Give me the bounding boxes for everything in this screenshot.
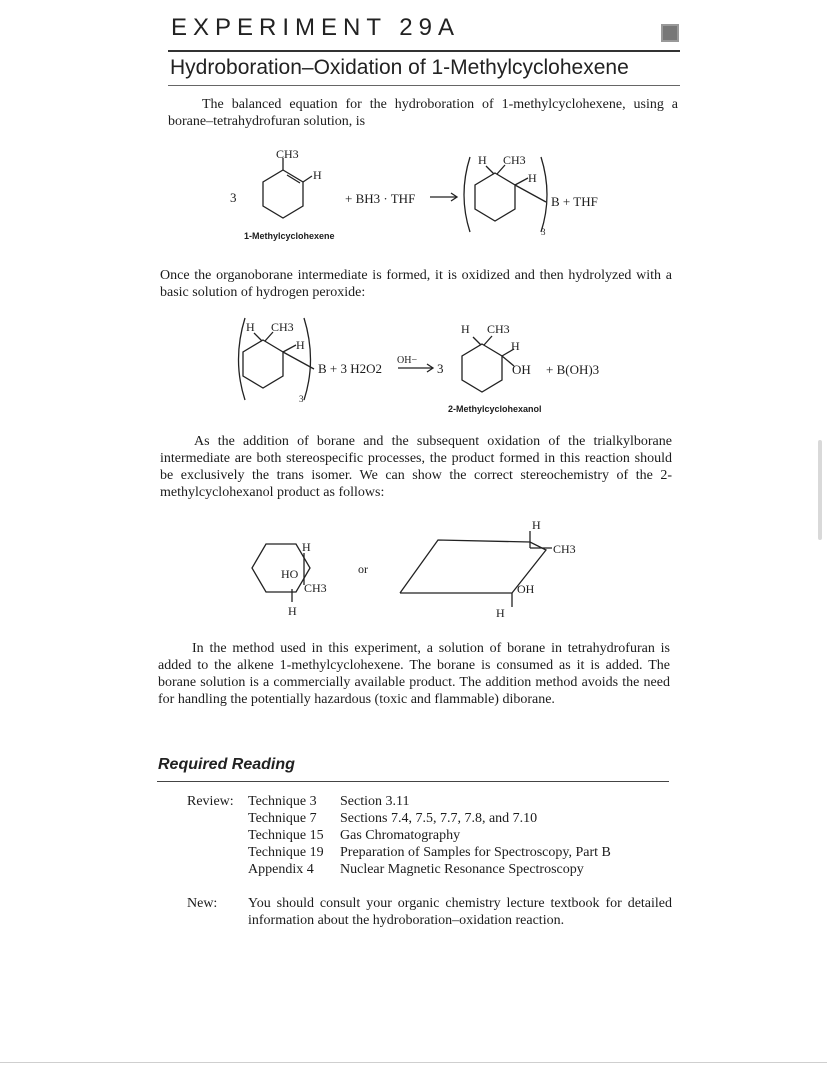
boron-bond bbox=[515, 185, 546, 202]
alkylborane-ring-2 bbox=[243, 340, 283, 388]
right-bracket-2 bbox=[304, 318, 311, 400]
stereo-paragraph: As the addition of borane and the subsequent oxidation of the trialkylborane intermediate are both stereospecific processes, the product formed in this reaction should be exclusively the trans isomer. We can show the correct stereochemistry of the 2-methylcyclohexanol product as follows: bbox=[160, 434, 672, 500]
boron-bond-2 bbox=[283, 352, 314, 369]
intro-paragraph: The balanced equation for the hydroboration of 1-methylcyclohexene, using a borane–tetrahydrofuran solution, is bbox=[168, 97, 678, 129]
page-title: Hydroboration–Oxidation of 1-Methylcyclohexene bbox=[170, 56, 629, 79]
borane-reagent: + BH3 · THF bbox=[345, 191, 416, 206]
product-coefficient: 3 bbox=[437, 361, 444, 376]
reading-item: Technique 7 Sections 7.4, 7.5, 7.7, 7.8, and 7.10 bbox=[248, 811, 538, 826]
scrollbar[interactable] bbox=[818, 440, 822, 540]
reading-item: Technique 3 Section 3.11 bbox=[248, 794, 410, 809]
chair-ch3: CH3 bbox=[553, 542, 576, 556]
review-label: Review: bbox=[187, 794, 234, 809]
stereo-ch3: CH3 bbox=[304, 581, 327, 595]
new-text: You should consult your organic chemistry lecture textbook for detailed information about the hydroboration–oxidation reaction. bbox=[248, 896, 672, 928]
ch3-bond-3 bbox=[484, 336, 492, 345]
hydroxide-catalyst: OH− bbox=[397, 355, 418, 366]
product-name: 2-Methylcyclohexanol bbox=[448, 404, 542, 414]
experiment-header: EXPERIMENT 29A bbox=[171, 14, 460, 41]
stereo-h-bottom: H bbox=[288, 604, 297, 618]
ch3-label-6: CH3 bbox=[487, 322, 510, 336]
h-label-7: H bbox=[511, 339, 520, 353]
h-bond-left bbox=[486, 166, 494, 174]
reactant-coefficient: 3 bbox=[230, 190, 237, 205]
chair-oh: OH bbox=[517, 582, 535, 596]
h-label-5: H bbox=[296, 338, 305, 352]
h-label-3: H bbox=[528, 171, 537, 185]
chair-h-bottom: H bbox=[496, 606, 505, 620]
bracket-subscript-2: 3 bbox=[299, 394, 304, 404]
boron-products: B + THF bbox=[551, 194, 598, 209]
reading-item: Appendix 4 Nuclear Magnetic Resonance Spectroscopy bbox=[248, 862, 584, 877]
left-bracket bbox=[464, 157, 470, 232]
right-bracket bbox=[541, 157, 547, 232]
required-reading-rule bbox=[157, 781, 669, 782]
h-bond-right bbox=[515, 178, 528, 185]
required-reading-heading: Required Reading bbox=[158, 756, 295, 773]
product-ring bbox=[462, 344, 502, 392]
h-label: H bbox=[313, 168, 322, 182]
h-bond-left-3 bbox=[473, 337, 481, 345]
h-label-4: H bbox=[246, 320, 255, 334]
peroxide-reagent: B + 3 H2O2 bbox=[318, 361, 383, 376]
left-bracket-2 bbox=[239, 318, 246, 400]
page-bottom-edge bbox=[0, 1062, 827, 1063]
boric-acid: + B(OH)3 bbox=[546, 362, 600, 377]
h-bond-right-2 bbox=[283, 345, 296, 352]
chair-h-top: H bbox=[532, 518, 541, 532]
ch3-label: CH3 bbox=[276, 147, 299, 161]
h-bond bbox=[303, 176, 312, 182]
cyclohexene-ring bbox=[263, 170, 303, 218]
oh-label: OH bbox=[512, 362, 531, 377]
bracket-subscript: 3 bbox=[541, 227, 546, 237]
or-label: or bbox=[358, 562, 368, 576]
h-bond-left-2 bbox=[254, 333, 262, 341]
h-label-6: H bbox=[461, 322, 470, 336]
ch3-label-2: CH3 bbox=[503, 153, 526, 167]
h-label-2: H bbox=[478, 153, 487, 167]
reading-item: Technique 15 Gas Chromatography bbox=[248, 828, 461, 843]
new-label: New: bbox=[187, 896, 218, 911]
alkylborane-ring bbox=[475, 173, 515, 221]
stereo-h-top: H bbox=[302, 540, 311, 554]
oxidation-paragraph: Once the organoborane intermediate is formed, it is oxidized and then hydrolyzed with a basic solution of hydrogen peroxide: bbox=[160, 268, 672, 300]
review-list bbox=[248, 793, 678, 878]
stereo-ho: HO bbox=[281, 567, 299, 581]
ch3-label-4: CH3 bbox=[271, 320, 294, 334]
reading-item: Technique 19 Preparation of Samples for Spectroscopy, Part B bbox=[248, 845, 611, 860]
method-paragraph: In the method used in this experiment, a solution of borane in tetrahydrofuran is added to the alkene 1-methylcyclohexene. The borane is consumed as it is added. The borane solution is a commercially available product. The addition method avoids the need for handling the potentially hazardous (toxic and flammable) diborane. bbox=[158, 641, 670, 707]
reactant-name: 1-Methylcyclohexene bbox=[244, 231, 335, 241]
